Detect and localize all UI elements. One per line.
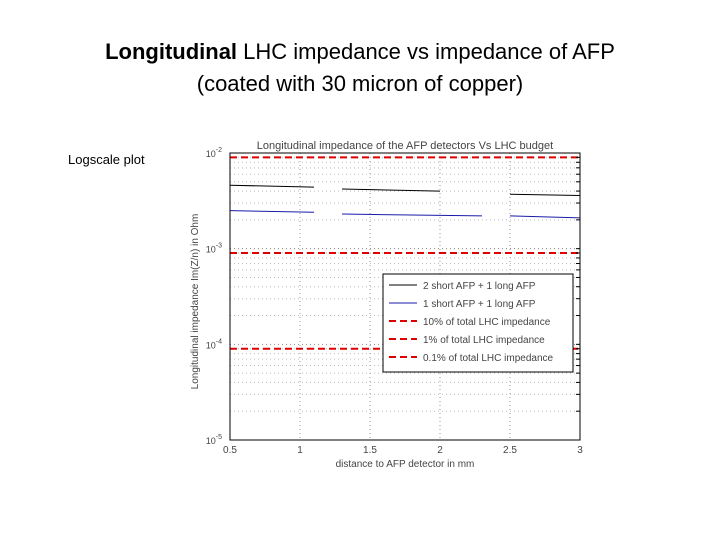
series-line-2 [230, 211, 314, 213]
y-tick-label: $10^{-5}$ [205, 434, 222, 446]
y-tick-label: $10^{-3}$ [205, 242, 222, 255]
chart-title: Longitudinal impedance of the AFP detectors Vs LHC budget [256, 140, 554, 152]
title-line2: (coated with 30 micron of copper) [196, 71, 524, 96]
x-tick-label: 2 [437, 445, 443, 456]
x-tick-label: 3 [577, 445, 583, 456]
series-line-1 [510, 194, 580, 195]
x-tick-label: 1.5 [363, 445, 377, 456]
title-bold-word: Longitudinal [105, 39, 238, 64]
legend-label: 1% of total LHC impedance [423, 335, 545, 346]
logscale-label: Logscale plot [68, 152, 145, 167]
legend-label: 2 short AFP + 1 long AFP [423, 281, 536, 292]
legend-label: 10% of total LHC impedance [423, 317, 551, 328]
y-axis-label: Longitudinal impedance Im(Z/n) in Ohm [190, 213, 201, 390]
y-tick-label: $10^{-2}$ [205, 147, 222, 159]
title-line1-rest: LHC impedance vs impedance of AFP [237, 39, 615, 64]
x-tick-label: 0.5 [223, 445, 237, 456]
series-line-2 [510, 216, 580, 218]
legend-label: 0.1% of total LHC impedance [423, 353, 554, 364]
x-axis-label: distance to AFP detector in mm [335, 459, 475, 470]
x-tick-label: 2.5 [503, 445, 517, 456]
y-tick-label: $10^{-4}$ [205, 338, 222, 351]
legend-label: 1 short AFP + 1 long AFP [423, 299, 536, 310]
x-tick-label: 1 [297, 445, 303, 456]
chart-legend [383, 274, 573, 372]
series-line-1 [230, 185, 314, 187]
series-line-2 [342, 214, 482, 216]
